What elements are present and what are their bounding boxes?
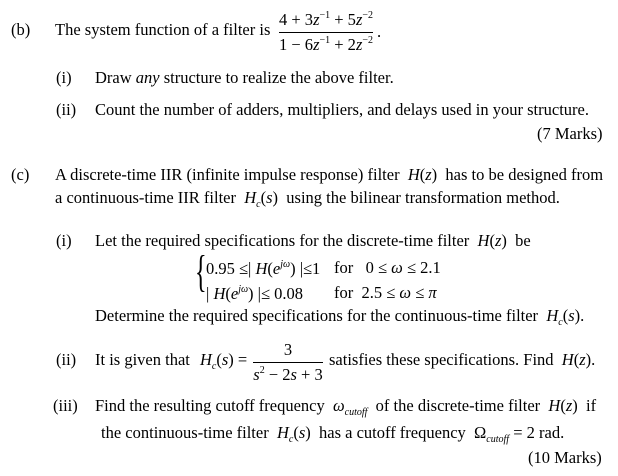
part-c-label: (c)	[11, 165, 30, 184]
spec-1-condition: for 0 ≤ ω ≤ 2.1	[334, 258, 441, 277]
part-c-ii-fraction	[253, 342, 323, 383]
part-b-marks: (7 Marks)	[537, 124, 603, 143]
part-c-iii-line1: Find the resulting cutoff frequency $\omega_{cutoff}$ of the discrete-time filter H(z) if	[95, 396, 597, 418]
part-b-stem: The system function of a filter is	[55, 20, 271, 39]
part-b-item-i-text: Draw any structure to realize the above filter.	[95, 68, 394, 87]
part-c-iii-label: (iii)	[53, 396, 78, 415]
part-b-numerator: $4 + 3z^{-1} + 5z^{-2}$	[279, 10, 373, 29]
spec-brace: {	[195, 247, 207, 296]
spec-1: 0.95 ≤| $H(e^{j\omega})$ |≤1	[206, 259, 321, 278]
hc-symbol: $H_c(s)$ =	[200, 350, 248, 372]
part-c-iii-line2: the continuous-time filter $H_c(s)$ has a cutoff frequency $\Omega_{cutoff} = 2$ rad.	[101, 423, 565, 445]
part-c-i-determine: Determine the required specifications for the continuous-time filter $H_c(s)$.	[95, 306, 585, 328]
part-c-i-text: Let the required specifications for the discrete-time filter H(z) be	[95, 231, 531, 250]
part-c-ii-label: (ii)	[56, 350, 77, 369]
part-c-ii-text-a: It is given that	[95, 350, 190, 369]
part-c-ii-numerator: 3	[283, 340, 293, 359]
part-c-ii-denominator: $s^2 - 2s + 3$	[253, 364, 323, 384]
spec-2-condition: for 2.5 ≤ ω ≤ π	[334, 283, 437, 302]
part-b-item-ii-text: Count the number of adders, multipliers, and delays used in your structure.	[95, 100, 589, 119]
part-c-i-label: (i)	[56, 231, 72, 250]
part-b-denominator: $1 - 6z^{-1} + 2z^{-2}$	[279, 34, 373, 54]
part-b-item-i-label: (i)	[56, 68, 72, 87]
part-c-ii-text-b: satisfies these specifications. Find H(z).	[329, 350, 596, 369]
part-b-transfer-function	[279, 11, 373, 53]
part-c-line1: A discrete-time IIR (infinite impulse response) filter H(z) has to be designed from	[55, 165, 604, 184]
part-c-marks: (10 Marks)	[528, 448, 602, 467]
spec-2: | $H(e^{j\omega})$ |≤ 0.08	[206, 284, 304, 303]
part-b-label: (b)	[11, 20, 31, 39]
part-c-line2: a continuous-time IIR filter $H_c(s)$ using the bilinear transformation method.	[55, 188, 560, 210]
part-b-item-ii-label: (ii)	[56, 100, 77, 119]
